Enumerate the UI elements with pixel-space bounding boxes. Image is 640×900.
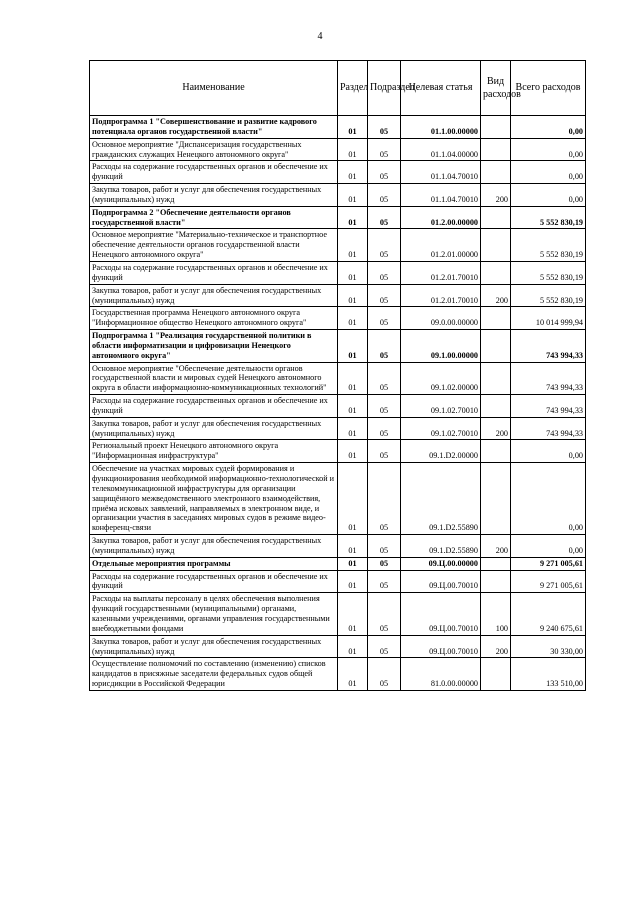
row-vid-cell [481,463,511,535]
row-razdel-cell: 01 [338,330,368,363]
row-podrazdel-cell: 05 [368,417,401,440]
header-podrazdel: Подраздел [368,61,401,116]
row-name-cell: Основное мероприятие "Материально-техническое и транспортное обеспечение деятельности органов государственной власти Ненецкого автономного округа" [90,229,338,262]
row-total-cell: 0,00 [511,184,586,207]
row-name-cell: Закупка товаров, работ и услуг для обеспечения государственных (муниципальных) нужд [90,535,338,558]
row-name-cell: Расходы на содержание государственных органов и обеспечение их функций [90,261,338,284]
row-name-cell: Подпрограмма 1 "Реализация государственной политики в области информатизации и цифровизации Ненецкого автономного округа" [90,330,338,363]
table-row [90,116,586,139]
row-podrazdel-cell: 05 [368,138,401,161]
row-total-cell: 743 994,33 [511,395,586,418]
row-vid-cell: 200 [481,184,511,207]
row-target-cell: 09.0.00.00000 [401,307,481,330]
table-row [90,395,586,418]
row-razdel-cell: 01 [338,440,368,463]
row-podrazdel-cell: 05 [368,330,401,363]
row-razdel-cell: 01 [338,557,368,570]
row-target-cell: 01.2.01.00000 [401,229,481,262]
row-vid-cell [481,229,511,262]
row-vid-cell [481,440,511,463]
row-podrazdel-cell: 05 [368,161,401,184]
row-target-cell: 01.2.01.70010 [401,284,481,307]
row-target-cell: 01.2.01.70010 [401,261,481,284]
row-razdel-cell: 01 [338,284,368,307]
row-name-cell: Осуществление полномочий по составлению (изменению) списков кандидатов в присяжные заседатели федеральных судов общей юрисдикции в Российской Федерации [90,658,338,691]
row-total-cell: 5 552 830,19 [511,261,586,284]
row-vid-cell [481,138,511,161]
row-vid-cell [481,557,511,570]
row-name-cell: Основное мероприятие "Диспансеризация государственных гражданских служащих Ненецкого автономного округа" [90,138,338,161]
row-razdel-cell: 01 [338,261,368,284]
table-row [90,658,586,691]
table-row [90,161,586,184]
row-target-cell: 09.Ц.00.70010 [401,593,481,635]
row-target-cell: 01.2.00.00000 [401,206,481,229]
row-name-cell: Расходы на содержание государственных органов и обеспечение их функций [90,570,338,593]
row-podrazdel-cell: 05 [368,261,401,284]
row-name-cell: Расходы на содержание государственных органов и обеспечение их функций [90,395,338,418]
row-podrazdel-cell: 05 [368,658,401,691]
header-name: Наименование [90,61,338,116]
row-vid-cell: 200 [481,417,511,440]
row-razdel-cell: 01 [338,307,368,330]
row-total-cell: 5 552 830,19 [511,206,586,229]
row-razdel-cell: 01 [338,463,368,535]
row-target-cell: 01.1.04.70010 [401,184,481,207]
row-name-cell: Закупка товаров, работ и услуг для обеспечения государственных (муниципальных) нужд [90,284,338,307]
row-total-cell: 0,00 [511,440,586,463]
row-razdel-cell: 01 [338,138,368,161]
table-row [90,206,586,229]
row-vid-cell [481,161,511,184]
row-total-cell: 743 994,33 [511,330,586,363]
row-podrazdel-cell: 05 [368,206,401,229]
table-row [90,330,586,363]
row-podrazdel-cell: 05 [368,229,401,262]
row-vid-cell: 100 [481,593,511,635]
table-row [90,184,586,207]
row-name-cell: Расходы на содержание государственных органов и обеспечение их функций [90,161,338,184]
row-razdel-cell: 01 [338,658,368,691]
row-target-cell: 01.1.04.00000 [401,138,481,161]
row-vid-cell [481,206,511,229]
row-razdel-cell: 01 [338,362,368,395]
row-name-cell: Закупка товаров, работ и услуг для обеспечения государственных (муниципальных) нужд [90,417,338,440]
table-row [90,570,586,593]
row-vid-cell [481,330,511,363]
row-razdel-cell: 01 [338,116,368,139]
row-razdel-cell: 01 [338,184,368,207]
budget-table [89,60,586,691]
row-total-cell: 0,00 [511,463,586,535]
row-razdel-cell: 01 [338,535,368,558]
row-razdel-cell: 01 [338,161,368,184]
row-podrazdel-cell: 05 [368,635,401,658]
row-vid-cell [481,261,511,284]
row-vid-cell [481,307,511,330]
table-row [90,535,586,558]
row-podrazdel-cell: 05 [368,116,401,139]
row-razdel-cell: 01 [338,417,368,440]
row-name-cell: Расходы на выплаты персоналу в целях обеспечения выполнения функций государственными (муниципальными) органами, казенными учреждениями, органами управления государственными внебюджетными фондами [90,593,338,635]
row-razdel-cell: 01 [338,229,368,262]
row-podrazdel-cell: 05 [368,307,401,330]
row-razdel-cell: 01 [338,206,368,229]
table-row [90,229,586,262]
row-target-cell: 01.1.04.70010 [401,161,481,184]
table-row [90,417,586,440]
row-vid-cell: 200 [481,284,511,307]
row-vid-cell [481,658,511,691]
row-target-cell: 09.1.D2.55890 [401,463,481,535]
row-target-cell: 01.1.00.00000 [401,116,481,139]
row-razdel-cell: 01 [338,570,368,593]
row-total-cell: 5 552 830,19 [511,284,586,307]
header-target: Целевая статья [401,61,481,116]
row-target-cell: 09.1.00.00000 [401,330,481,363]
table-row [90,463,586,535]
header-razdel: Раздел [338,61,368,116]
table-row [90,362,586,395]
row-target-cell: 81.0.00.00000 [401,658,481,691]
table-row [90,138,586,161]
row-name-cell: Закупка товаров, работ и услуг для обеспечения государственных (муниципальных) нужд [90,184,338,207]
row-podrazdel-cell: 05 [368,395,401,418]
table-row [90,261,586,284]
row-vid-cell [481,570,511,593]
table-row [90,440,586,463]
row-target-cell: 09.Ц.00.70010 [401,635,481,658]
row-total-cell: 743 994,33 [511,362,586,395]
row-target-cell: 09.1.02.70010 [401,417,481,440]
table-row [90,284,586,307]
row-target-cell: 09.1.D2.55890 [401,535,481,558]
table-row [90,593,586,635]
row-total-cell: 5 552 830,19 [511,229,586,262]
row-vid-cell: 200 [481,635,511,658]
header-vid: Вид расходов [481,61,511,116]
row-name-cell: Подпрограмма 1 "Совершенствование и развитие кадрового потенциала органов государственной власти" [90,116,338,139]
row-name-cell: Закупка товаров, работ и услуг для обеспечения государственных (муниципальных) нужд [90,635,338,658]
row-target-cell: 09.Ц.00.70010 [401,570,481,593]
row-podrazdel-cell: 05 [368,362,401,395]
row-target-cell: 09.1.02.70010 [401,395,481,418]
row-total-cell: 133 510,00 [511,658,586,691]
row-total-cell: 0,00 [511,138,586,161]
row-podrazdel-cell: 05 [368,463,401,535]
table-row [90,635,586,658]
row-name-cell: Основное мероприятие "Обеспечение деятельности органов государственной власти и мировых судей Ненецкого автономного округа в области информационно-коммуникационных технологий" [90,362,338,395]
page-number: 4 [317,31,323,42]
table-row [90,557,586,570]
row-total-cell: 10 014 999,94 [511,307,586,330]
row-vid-cell [481,116,511,139]
row-target-cell: 09.1.D2.00000 [401,440,481,463]
row-total-cell: 0,00 [511,535,586,558]
row-total-cell: 0,00 [511,161,586,184]
row-name-cell: Региональный проект Ненецкого автономного округа "Информационная инфраструктура" [90,440,338,463]
row-razdel-cell: 01 [338,395,368,418]
row-total-cell: 9 271 005,61 [511,570,586,593]
row-podrazdel-cell: 05 [368,535,401,558]
row-total-cell: 9 240 675,61 [511,593,586,635]
table-row [90,307,586,330]
row-name-cell: Государственная программа Ненецкого автономного округа "Информационное общество Ненецкого автономного округа" [90,307,338,330]
header-row [90,61,586,116]
header-total: Всего расходов [511,61,586,116]
row-podrazdel-cell: 05 [368,184,401,207]
row-name-cell: Отдельные мероприятия программы [90,557,338,570]
row-target-cell: 09.1.02.00000 [401,362,481,395]
row-total-cell: 0,00 [511,116,586,139]
row-podrazdel-cell: 05 [368,570,401,593]
row-podrazdel-cell: 05 [368,557,401,570]
row-vid-cell [481,395,511,418]
row-podrazdel-cell: 05 [368,284,401,307]
row-name-cell: Обеспечение на участках мировых судей формирования и функционирования необходимой информационно-технологической и телекоммуникационной инфраструктуры для организации защищённого межведомственного электронного взаимодействия, приёма исковых заявлений, направляемых в электронном виде, и организации участия в заседаниях мировых судов в режиме видео-конференц-связи [90,463,338,535]
row-total-cell: 30 330,00 [511,635,586,658]
row-razdel-cell: 01 [338,593,368,635]
row-podrazdel-cell: 05 [368,593,401,635]
row-total-cell: 743 994,33 [511,417,586,440]
row-vid-cell [481,362,511,395]
row-name-cell: Подпрограмма 2 "Обеспечение деятельности органов государственной власти" [90,206,338,229]
row-vid-cell: 200 [481,535,511,558]
row-podrazdel-cell: 05 [368,440,401,463]
row-razdel-cell: 01 [338,635,368,658]
row-target-cell: 09.Ц.00.00000 [401,557,481,570]
row-total-cell: 9 271 005,61 [511,557,586,570]
